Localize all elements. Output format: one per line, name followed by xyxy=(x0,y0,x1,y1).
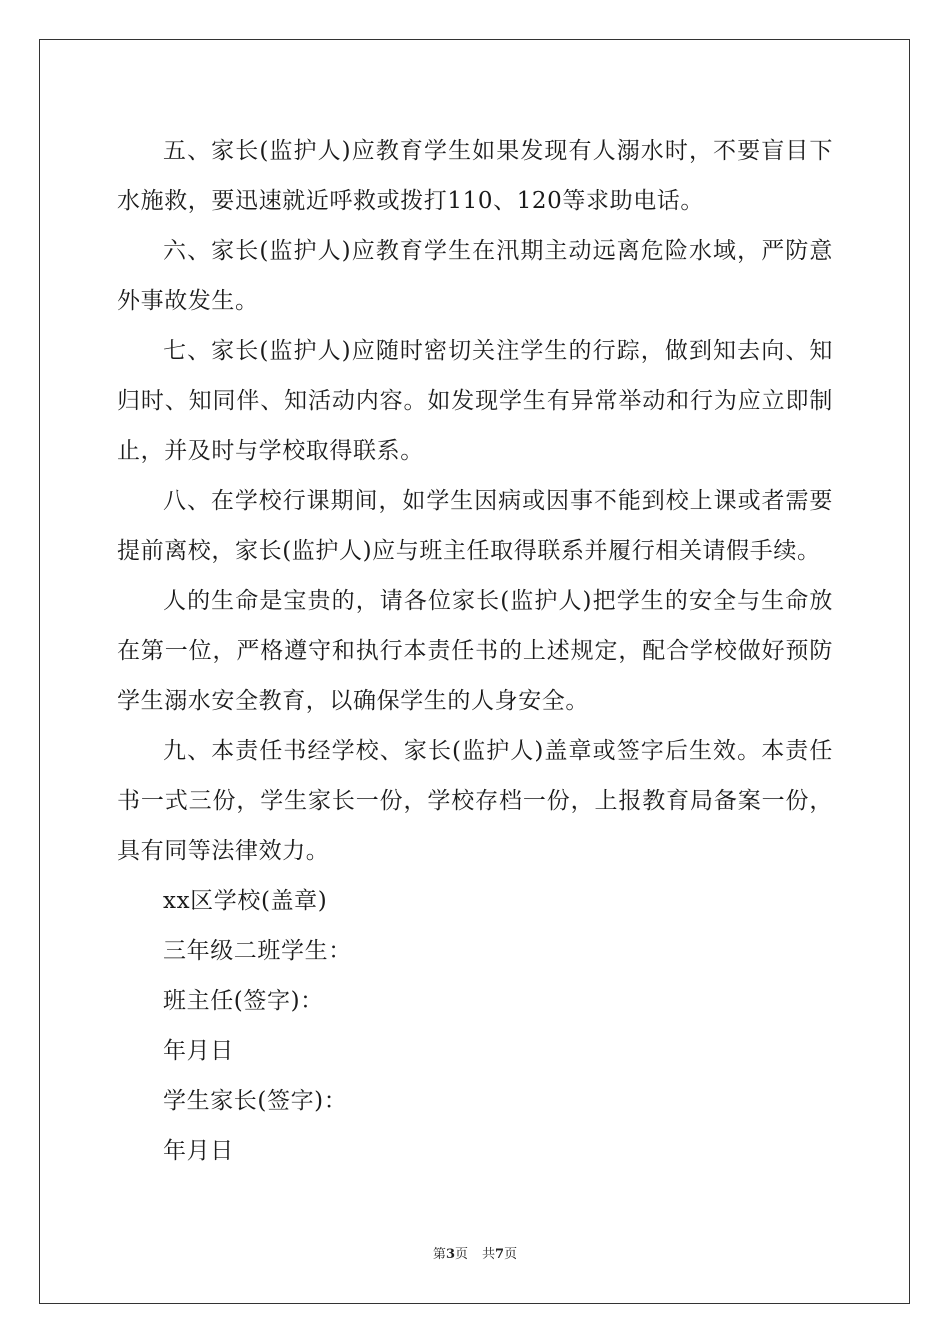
school-seal-line: xx区学校(盖章) xyxy=(163,888,328,914)
paragraph-item-7: 七、家长(监护人)应随时密切关注学生的行踪，做到知去向、知归时、知同伴、知活动内容。如发现学生有异常举动和行为应立即制止，并及时与学校取得联系。 xyxy=(117,338,833,464)
paragraph-item-9: 九、本责任书经学校、家长(监护人)盖章或签字后生效。本责任书一式三份，学生家长一份，学校存档一份，上报教育局备案一份，具有同等法律效力。 xyxy=(117,738,833,864)
paragraph-item-6: 六、家长(监护人)应教育学生在汛期主动远离危险水域，严防意外事故发生。 xyxy=(117,238,833,314)
parent-signature-line: 学生家长(签字)： xyxy=(163,1088,348,1114)
teacher-date-line: 年月日 xyxy=(163,1038,234,1064)
page-prefix: 第 xyxy=(432,1247,446,1262)
parent-date-line: 年月日 xyxy=(163,1138,234,1164)
document-body xyxy=(117,126,833,1176)
teacher-signature-line: 班主任(签字)： xyxy=(163,988,324,1014)
page-number: 3 xyxy=(445,1247,455,1262)
student-class-line: 三年级二班学生： xyxy=(163,938,352,964)
total-prefix: 共 xyxy=(482,1247,496,1262)
paragraph-item-8: 八、在学校行课期间，如学生因病或因事不能到校上课或者需要提前离校，家长(监护人)应与班主任取得联系并履行相关请假手续。 xyxy=(117,488,833,564)
total-pages: 7 xyxy=(495,1247,505,1262)
total-suffix: 页 xyxy=(504,1247,518,1262)
page-suffix: 页 xyxy=(454,1247,468,1262)
page-footer xyxy=(0,1245,950,1265)
paragraph-item-5: 五、家长(监护人)应教育学生如果发现有人溺水时，不要盲目下水施救，要迅速就近呼救或拨打110、120等求助电话。 xyxy=(117,138,833,214)
paragraph-safety-statement: 人的生命是宝贵的，请各位家长(监护人)把学生的安全与生命放在第一位，严格遵守和执行本责任书的上述规定，配合学校做好预防学生溺水安全教育，以确保学生的人身安全。 xyxy=(117,588,833,714)
